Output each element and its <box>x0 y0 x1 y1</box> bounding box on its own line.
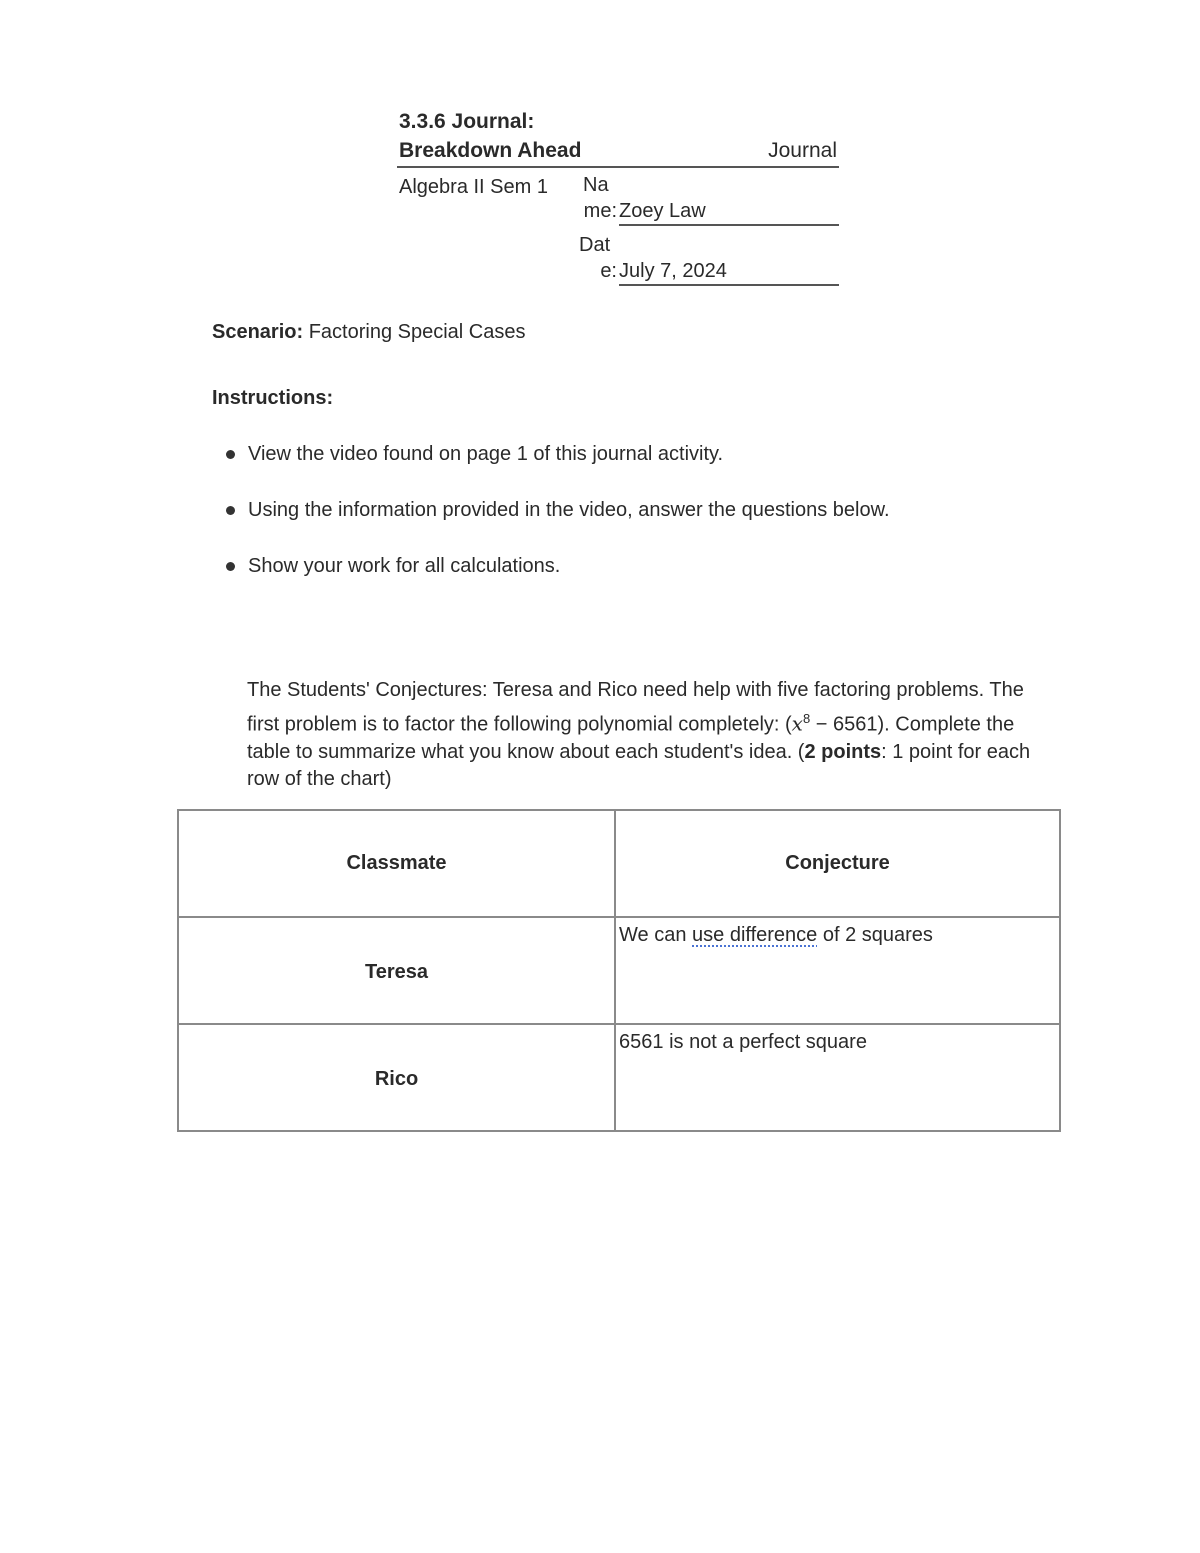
list-item <box>222 496 890 552</box>
name-label-part1: Na <box>583 174 609 196</box>
date-label-part1: Dat <box>579 234 611 256</box>
question-paragraph <box>247 677 1047 794</box>
conjecture-cell[interactable] <box>615 1024 1060 1131</box>
table-row <box>178 1024 1060 1131</box>
table-header-row <box>178 810 1060 917</box>
name-label-part2: me: <box>583 200 617 222</box>
journal-type: Journal <box>768 139 837 162</box>
scenario-text: Factoring Special Cases <box>303 321 526 343</box>
column-header-conjecture: Conjecture <box>615 810 1060 917</box>
scenario-line <box>212 318 525 346</box>
question-exponent: 8 <box>802 710 811 726</box>
date-field[interactable]: July 7, 2024 <box>619 258 839 286</box>
conjecture-cell[interactable] <box>615 917 1060 1024</box>
journal-header <box>397 108 839 288</box>
name-field[interactable]: Zoey Law <box>619 198 839 226</box>
instruction-text: Using the information provided in the video, answer the questions below. <box>248 499 890 521</box>
instructions-list <box>222 440 890 608</box>
list-item <box>222 440 890 496</box>
instruction-text: View the video found on page 1 of this journal activity. <box>248 443 724 465</box>
instruction-text: Show your work for all calculations. <box>248 555 561 577</box>
conjecture-text: 6561 is not a perfect square <box>619 1031 867 1053</box>
bullet-icon <box>226 562 235 571</box>
bullet-icon <box>226 450 235 459</box>
list-item <box>222 552 890 608</box>
column-header-classmate: Classmate <box>178 810 615 917</box>
question-variable: x <box>791 711 803 736</box>
student-info <box>397 168 839 288</box>
question-text-before: The Students' Conjectures: Teresa and Rico need help with five factoring problems. The first problem is to factor the following polynomial completely: ( <box>247 679 1024 736</box>
journal-title-row <box>397 136 839 168</box>
instructions-heading: Instructions: <box>212 387 334 409</box>
classmate-cell: Teresa <box>178 917 615 1024</box>
journal-title-line2: Breakdown Ahead <box>399 139 582 162</box>
classmate-cell: Rico <box>178 1024 615 1131</box>
bullet-icon <box>226 506 235 515</box>
question-points: 2 points <box>804 740 882 763</box>
conjecture-text-rest: of 2 squares <box>817 924 933 946</box>
scenario-label: Scenario: <box>212 321 304 343</box>
conjecture-text: We can <box>619 924 693 946</box>
table-row <box>178 917 1060 1024</box>
conjecture-table <box>177 809 1061 1132</box>
question-points-rest: : 1 point for each row of the chart) <box>247 740 1031 791</box>
question-text-after: − 6561). Complete the table to summarize what you know about each student's idea. ( <box>247 713 1015 763</box>
date-label-part2: e: <box>600 260 617 282</box>
course-name: Algebra II Sem 1 <box>399 176 548 198</box>
spellcheck-flagged-text: use difference <box>692 924 818 946</box>
journal-title-line1: 3.3.6 Journal: <box>399 110 535 133</box>
